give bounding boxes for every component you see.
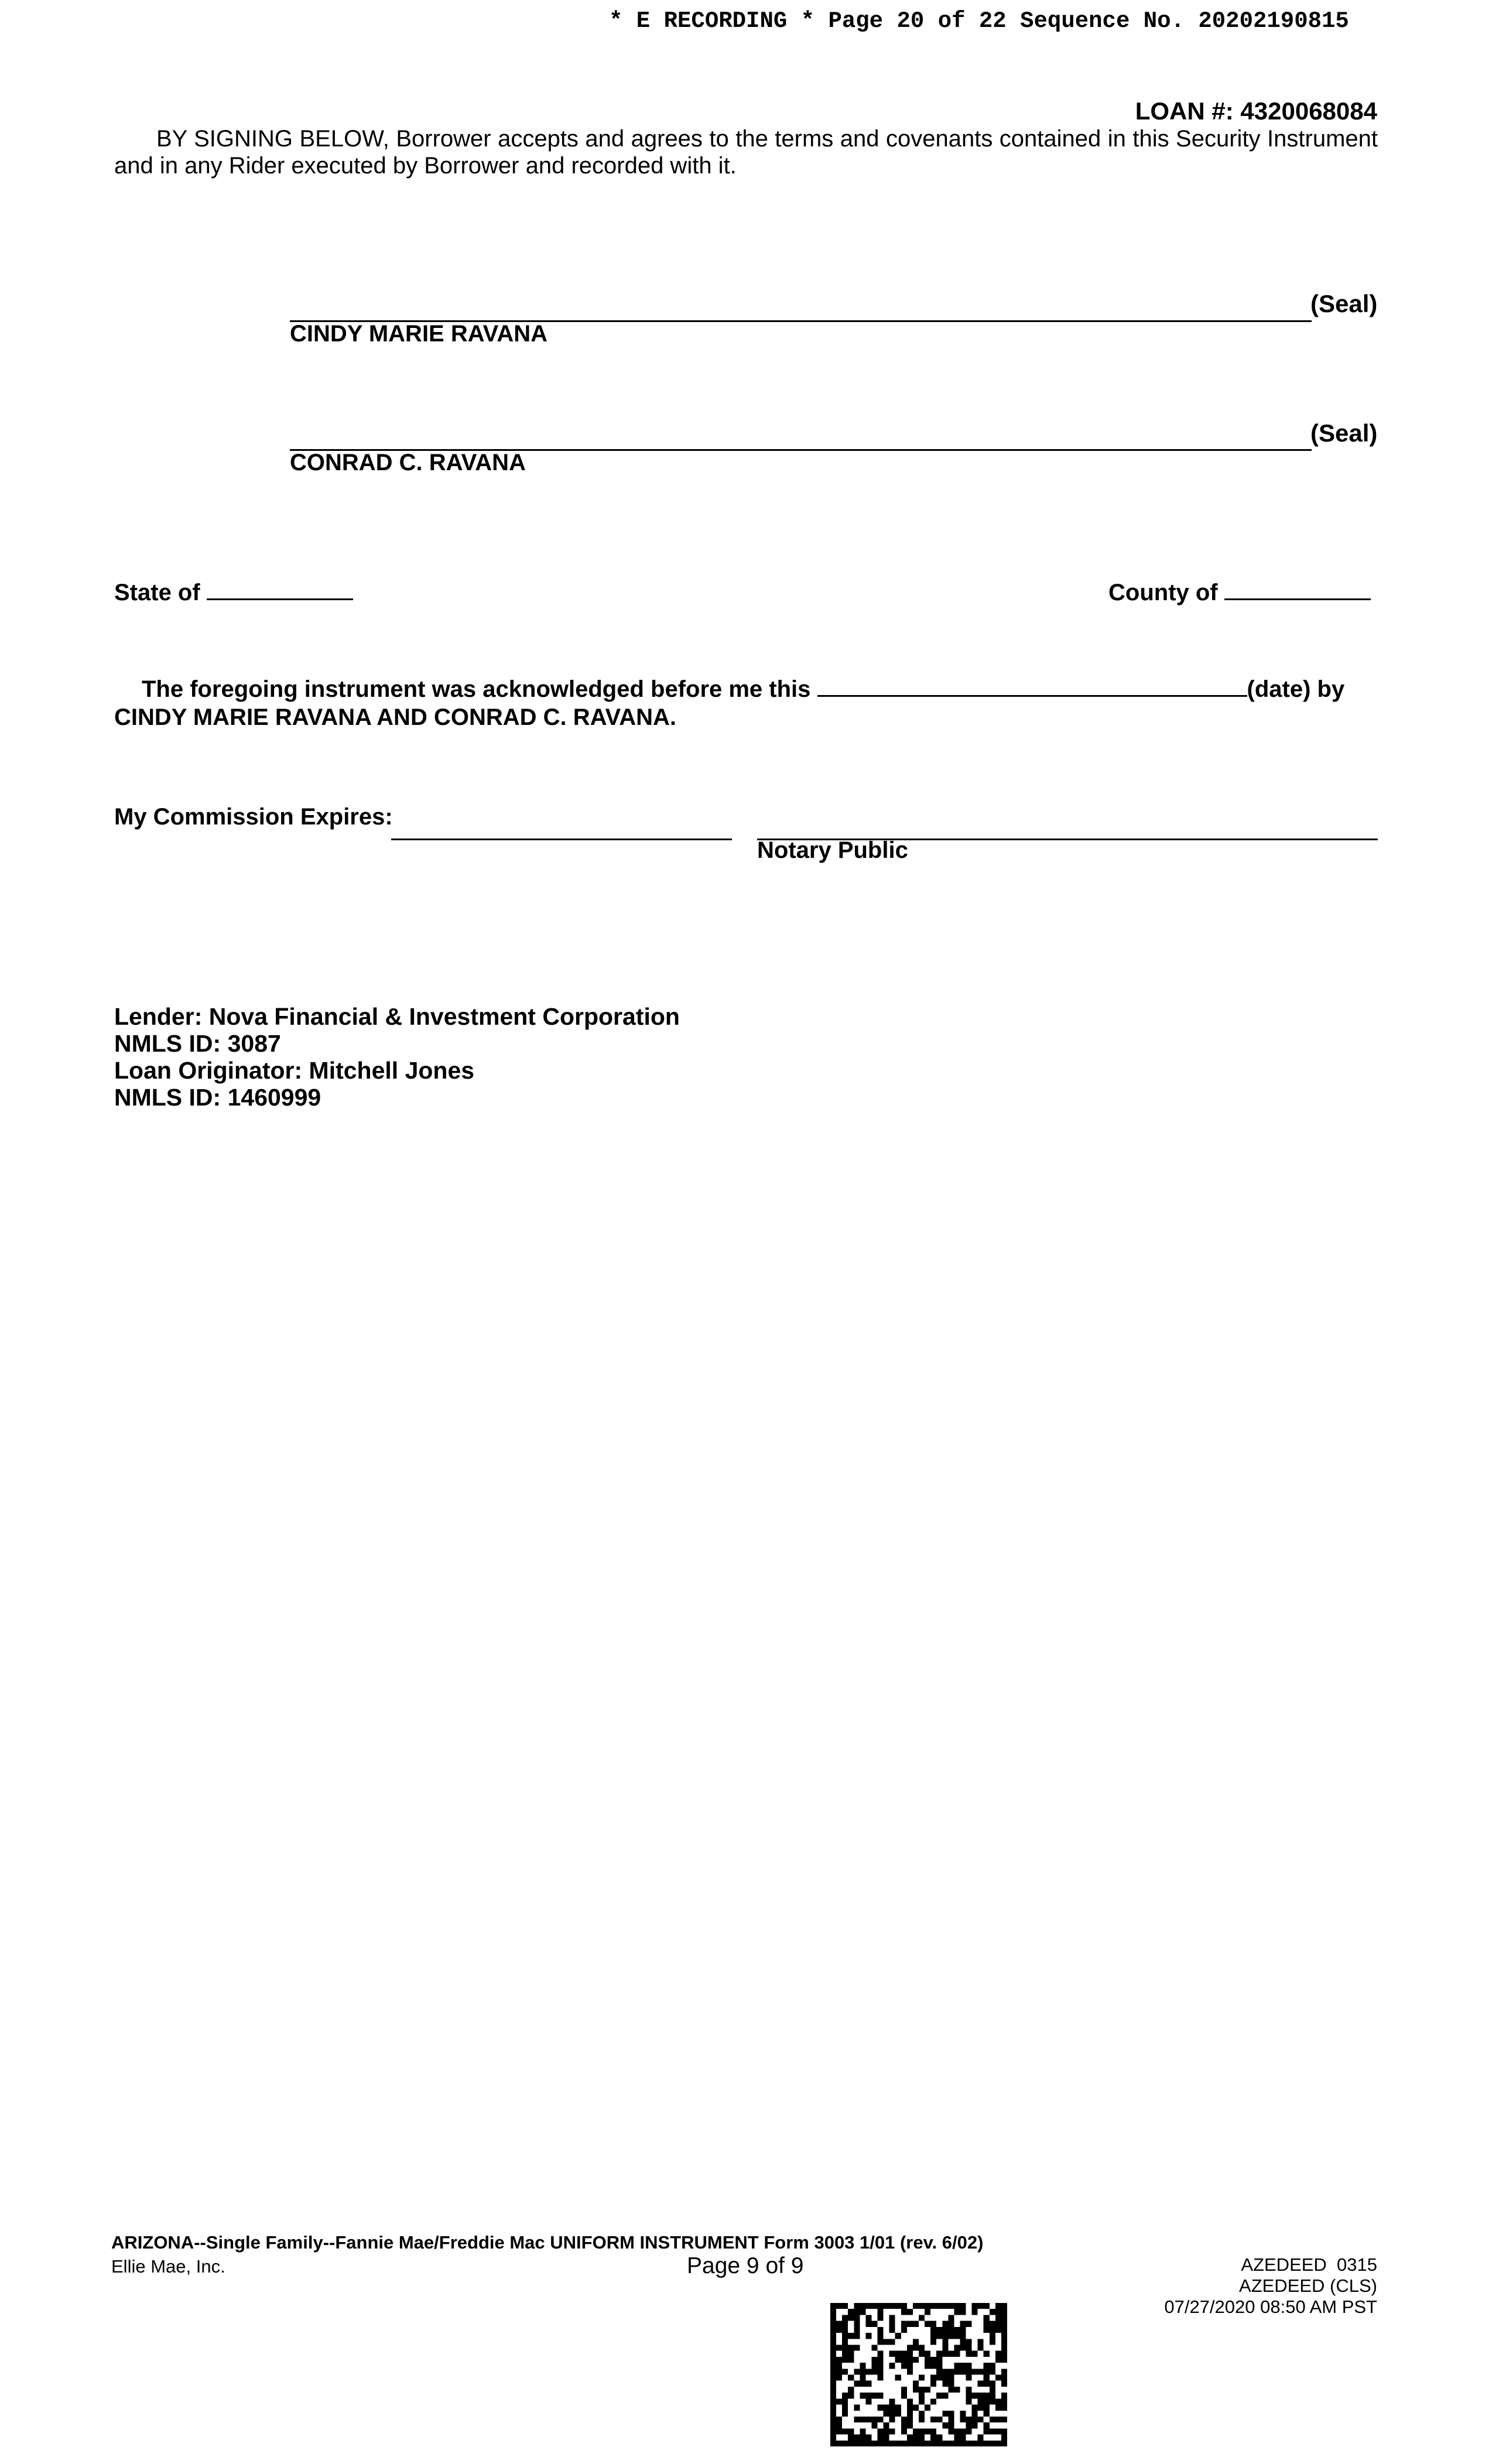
state-label: State of [114, 580, 200, 605]
seal-label-1: (Seal) [1310, 290, 1378, 317]
loan-number: LOAN #: 4320068084 [1135, 97, 1377, 125]
acknowledged-by: CINDY MARIE RAVANA AND CONRAD C. RAVANA. [114, 704, 676, 730]
barcode-icon [830, 2303, 1007, 2446]
form-title: ARIZONA--Single Family--Fannie Mae/Freddie Mac UNIFORM INSTRUMENT Form 3003 1/01 (rev. 6/02) [111, 2232, 984, 2253]
lender-info [114, 1003, 680, 1111]
acknowledgment-text: The foregoing instrument was acknowledged before me this [142, 676, 811, 702]
publisher: Ellie Mae, Inc. [111, 2256, 225, 2277]
lender-nmls: NMLS ID: 3087 [114, 1030, 281, 1057]
page-number: Page 9 of 9 [687, 2253, 804, 2278]
notary-public-label: Notary Public [757, 837, 908, 863]
lender-name: Lender: Nova Financial & Investment Corporation [114, 1003, 680, 1030]
county-blank [1224, 598, 1371, 600]
loan-originator: Loan Originator: Mitchell Jones [114, 1057, 475, 1084]
county-field [1108, 580, 1371, 606]
commission-label: My Commission Expires: [114, 804, 393, 830]
acceptance-paragraph: BY SIGNING BELOW, Borrower accepts and agrees to the terms and covenants contained in this Security Instrument and in any Rider executed by Borrower and recorded with it. [114, 126, 1378, 179]
originator-nmls: NMLS ID: 1460999 [114, 1084, 321, 1111]
doc-code-1: AZEDEED 0315 [1241, 2254, 1377, 2275]
signer-name-2: CONRAD C. RAVANA [290, 450, 526, 475]
seal-label-2: (Seal) [1310, 419, 1378, 447]
acknowledgment-date-blank [817, 695, 1247, 697]
timestamp: 07/27/2020 08:50 AM PST [1164, 2297, 1377, 2317]
signer-name-1: CINDY MARIE RAVANA [290, 321, 548, 347]
state-field [114, 580, 353, 606]
state-blank [207, 598, 353, 600]
county-label: County of [1108, 580, 1218, 605]
commission-expires-line [391, 839, 732, 840]
doc-codes [1164, 2254, 1377, 2318]
date-suffix: (date) by [1247, 676, 1345, 702]
acknowledgment-line [142, 676, 1344, 703]
doc-code-2: AZEDEED (CLS) [1239, 2275, 1377, 2296]
recording-banner: * E RECORDING * Page 20 of 22 Sequence No. 20202190815 [609, 8, 1349, 34]
